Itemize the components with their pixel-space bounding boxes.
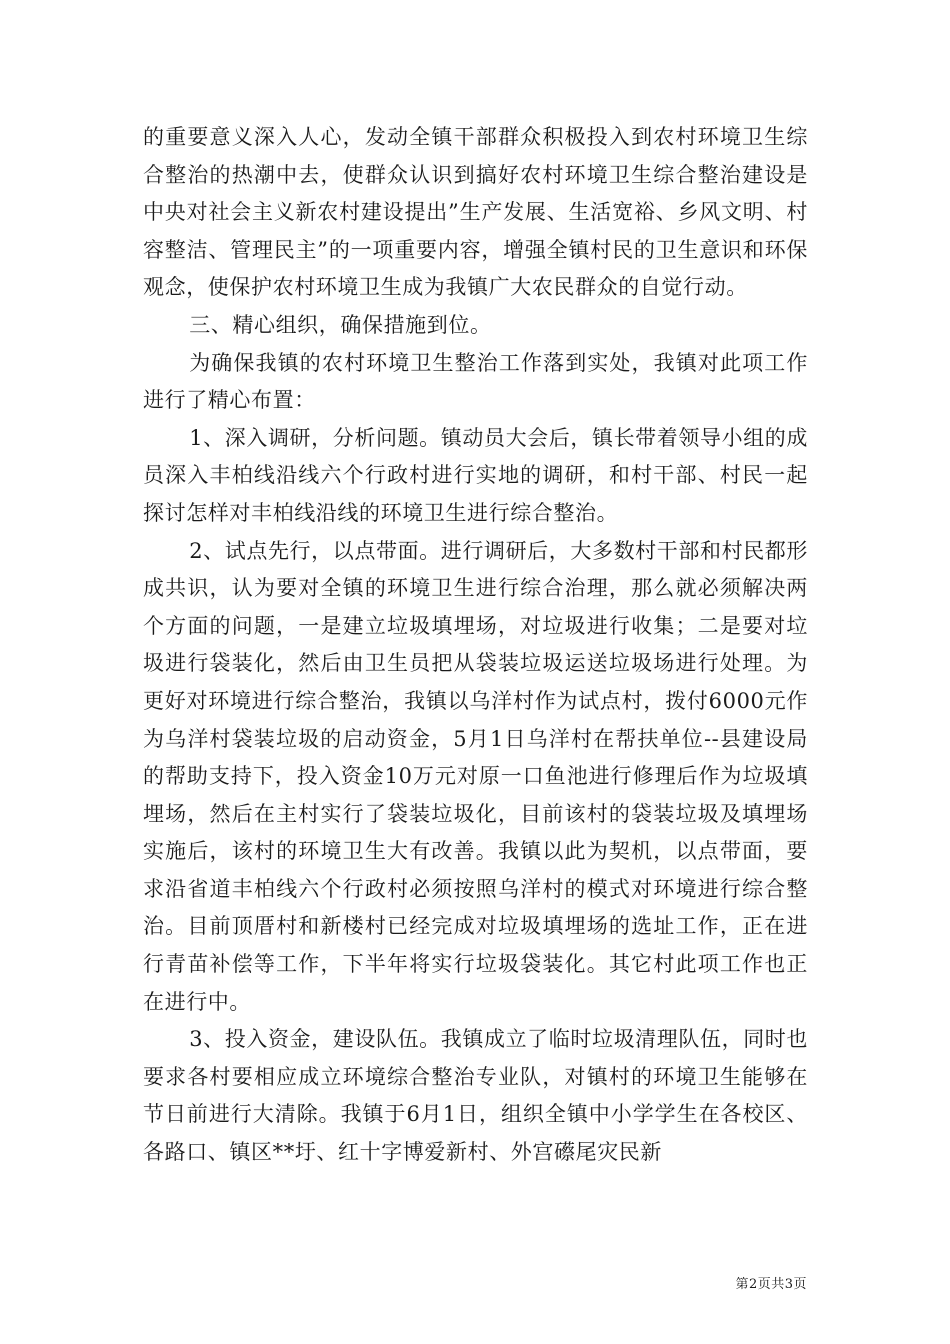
paragraph-intro: 为确保我镇的农村环境卫生整治工作落到实处，我镇对此项工作进行了精心布置： [143, 350, 808, 413]
paragraph-item-3: 3、投入资金，建设队伍。我镇成立了临时垃圾清理队伍，同时也要求各村要相应成立环境综合整治专业队，对镇村的环境卫生能够在节日前进行大清除。我镇于6月1日，组织全镇中小学学生在各校区、各路口、镇区**圩、红十字博爱新村、外宫礤尾灾民新 [143, 1027, 808, 1165]
page-number-footer: 第2页共3页 [735, 1277, 807, 1292]
paragraph-item-1: 1、深入调研，分析问题。镇动员大会后，镇长带着领导小组的成员深入丰柏线沿线六个行政村进行实地的调研，和村干部、村民一起探讨怎样对丰柏线沿线的环境卫生进行综合整治。 [143, 425, 808, 525]
section-heading: 三、精心组织，确保措施到位。 [189, 312, 492, 337]
document-body [143, 119, 808, 1172]
paragraph-continuation: 的重要意义深入人心，发动全镇干部群众积极投入到农村环境卫生综合整治的热潮中去，使群众认识到搞好农村环境卫生综合整治建设是中央对社会主义新农村建设提出”生产发展、生活宽裕、乡风文明、村容整洁、管理民主”的一项重要内容，增强全镇村民的卫生意识和环保观念，使保护农村环境卫生成为我镇广大农民群众的自觉行动。 [143, 125, 808, 300]
paragraph-item-2: 2、试点先行，以点带面。进行调研后，大多数村干部和村民都形成共识，认为要对全镇的环境卫生进行综合治理，那么就必须解决两个方面的问题，一是建立垃圾填埋场，对垃圾进行收集；二是要对垃圾进行袋装化，然后由卫生员把从袋装垃圾运送垃圾场进行处理。为更好对环境进行综合整治，我镇以乌洋村作为试点村，拨付6000元作为乌洋村袋装垃圾的启动资金，5月1日乌洋村在帮扶单位--县建设局的帮助支持下，投入资金10万元对原一口鱼池进行修理后作为垃圾填埋场，然后在主村实行了袋装垃圾化，目前该村的袋装垃圾及填埋场实施后，该村的环境卫生大有改善。我镇以此为契机，以点带面，要求沿省道丰柏线六个行政村必须按照乌洋村的模式对环境进行综合整治。目前顶厝村和新楼村已经完成对垃圾填埋场的选址工作，正在进行青苗补偿等工作，下半年将实行垃圾袋装化。其它村此项工作也正在进行中。 [143, 538, 808, 1014]
